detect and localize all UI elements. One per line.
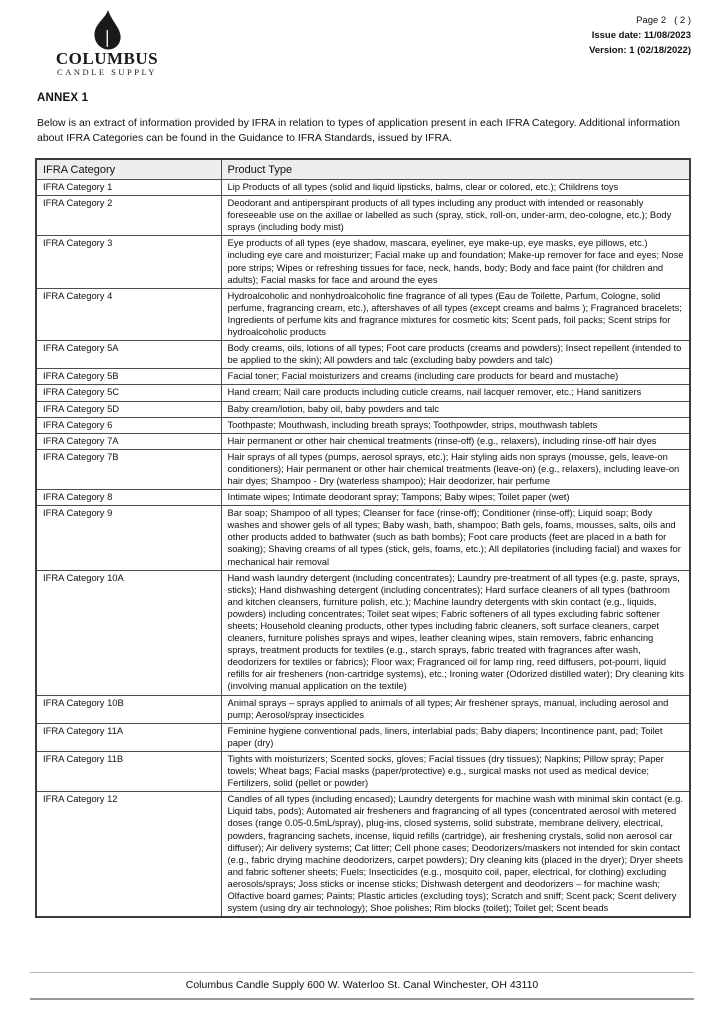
column-header-ifra-category: IFRA Category <box>36 159 221 180</box>
category-cell: IFRA Category 11B <box>36 751 221 791</box>
product-type-cell: Hair permanent or other hair chemical treatments (rinse-off) (e.g., relaxers), including rinse-off hair dyes <box>221 433 690 449</box>
table-row <box>36 288 690 340</box>
category-cell: IFRA Category 12 <box>36 792 221 917</box>
ifra-category-table <box>35 158 691 918</box>
product-type-cell: Baby cream/lotion, baby oil, baby powders and talc <box>221 401 690 417</box>
table-row <box>36 417 690 433</box>
product-type-cell: Bar soap; Shampoo of all types; Cleanser for face (rinse-off); Conditioner (rinse-off); Liquid soap; Body washes and shower gels of all types; Baby wash, bath, shampoo; Bath gels, foams, mousses, salts, oils and other products added to bathwater (such as bath bombs); Foot care products (feet are placed in a bath for soaking); Shaving creams of all types (stick, gels, foams, etc.); All depilatories (including facial) and waxes for mechanical hair removal <box>221 506 690 570</box>
product-type-cell: Candles of all types (including encased); Laundry detergents for machine wash with minimal skin contact (e.g. Liquid tabs, pods); Automated air fresheners and fragrancing of all types (concentrated aerosol with metered doses (range 0.05-0.5mL/spray), plug-ins, closed systems, solid substrate, membrane delivery, electrical, powders, fragrancing sachets, incense, liquid refills (cartridge), air freshening crystals, solid non aerosol car diffuser); Air delivery systems; Cat litter; Cell phone cases; Deodorizers/maskers not intended for skin contact (e.g., fabric drying machine deodorizers, carpet powders); Dry cleaning kits (placed in the dryer); Dryer sheets and fabric softener sheets; Fuels; Insecticides (e.g., mosquito coil, paper, electrical, for clothing) excluding aerosols/sprays; Joss sticks or incense sticks; Dishwash detergent and deodorizers – for machine wash; Olfactive board games; Paints; Plastic articles (excluding toys); Scratch and sniff; Scent pack; Scent delivery system (using dry air technology); Shoe polishes; Rim blocks (toilet); Toilet gel; Scent beads <box>221 792 690 917</box>
document-meta <box>589 10 691 58</box>
annex-title: ANNEX 1 <box>37 92 89 104</box>
table-header-row <box>36 159 690 180</box>
product-type-cell: Lip Products of all types (solid and liquid lipsticks, balms, clear or colored, etc.); Childrens toys <box>221 180 690 196</box>
product-type-cell: Tights with moisturizers; Scented socks, gloves; Facial tissues (dry tissues); Napkins; Pillow spray; Paper towels; Wheat bags; Facial masks (paper/protective) e.g., surgical masks not used as medical device; Fertilizers, solid (pellet or powder) <box>221 751 690 791</box>
table-row <box>36 695 690 723</box>
category-cell: IFRA Category 5A <box>36 341 221 369</box>
category-cell: IFRA Category 2 <box>36 196 221 236</box>
product-type-cell: Hair sprays of all types (pumps, aerosol sprays, etc.); Hair styling aids non sprays (mousse, gels, leave-on conditioners); Hair permanent or other hair chemical treatments (leave-on) (e.g., relaxers), including leave-on hair dyes; Shampoo - Dry (waterless shampoo); Hair deodorizer, hair perfume <box>221 449 690 489</box>
product-type-cell: Feminine hygiene conventional pads, liners, interlabial pads; Baby diapers; Incontinence pant, pad; Toilet paper (dry) <box>221 723 690 751</box>
category-cell: IFRA Category 9 <box>36 506 221 570</box>
category-cell: IFRA Category 7A <box>36 433 221 449</box>
column-header-product-type: Product Type <box>221 159 690 180</box>
table-row <box>36 792 690 917</box>
version: Version: 1 (02/18/2022) <box>589 45 691 56</box>
category-cell: IFRA Category 10B <box>36 695 221 723</box>
intro-paragraph: Below is an extract of information provided by IFRA in relation to types of application present in each IFRA Category. Additional information about IFRA Categories can be found in the Guidance to IFRA Standards, issued by IFRA. <box>37 117 680 144</box>
table-row <box>36 433 690 449</box>
category-cell: IFRA Category 1 <box>36 180 221 196</box>
table-row <box>36 401 690 417</box>
product-type-cell: Toothpaste; Mouthwash, including breath sprays; Toothpowder, strips, mouthwash tablets <box>221 417 690 433</box>
page-footer <box>30 972 694 1000</box>
issue-date: Issue date: 11/08/2023 <box>591 30 691 41</box>
product-type-cell: Body creams, oils, lotions of all types; Foot care products (creams and powders); Insect repellent (intended to be applied to the skin); All powders and talc (excluding baby powders and talc) <box>221 341 690 369</box>
product-type-cell: Animal sprays – sprays applied to animals of all types; Air freshener sprays, manual, including aerosol and pump; Aerosol/spray insecticides <box>221 695 690 723</box>
company-name: COLUMBUS <box>55 49 159 68</box>
category-cell: IFRA Category 7B <box>36 449 221 489</box>
company-logo <box>48 10 166 78</box>
category-cell: IFRA Category 5D <box>36 401 221 417</box>
category-cell: IFRA Category 5C <box>36 385 221 401</box>
product-type-cell: Deodorant and antiperspirant products of all types including any product with intended or reasonably foreseeable use on the axillae or labelled as such (spray, stick, roll-on, under-arm, deo-cologne, etc.); Body sprays (including body mist) <box>221 196 690 236</box>
category-cell: IFRA Category 3 <box>36 236 221 288</box>
table-row <box>36 723 690 751</box>
table-row <box>36 506 690 570</box>
category-cell: IFRA Category 10A <box>36 570 221 695</box>
page-header <box>0 0 724 80</box>
category-cell: IFRA Category 8 <box>36 490 221 506</box>
company-address: Columbus Candle Supply 600 W. Waterloo St. Canal Winchester, OH 43110 <box>185 979 539 991</box>
table-row <box>36 385 690 401</box>
company-tagline: CANDLE SUPPLY <box>57 67 157 77</box>
table-row <box>36 490 690 506</box>
product-type-cell: Hand wash laundry detergent (including concentrates); Laundry pre-treatment of all types (e.g. paste, sprays, sticks); Hand dishwashing detergent (including concentrates); Hard surface cleaners of all types (bathroom and kitchen cleansers, furniture polish, etc.); Machine laundry detergents with skin contact (e.g., liquids, powders) including concentrates; Toilet seat wipes; Fabric softeners of all types excluding fabric softener sheets; Household cleaning products, other types including fabric cleaners, soft surface cleaners, carpet cleaners, furniture polishes sprays and wipes, leather cleaning wipes, stain removers, fabric enhancing sprays, treatment products for textiles (e.g., starch sprays, fabric treated with fragrances after wash, deodorizers for textiles or fabrics); Floor wax; Fragranced oil for lamp ring, reed diffusers, pot-pourri, liquid refills for air fresheners (non-cartridge systems), etc.; Ironing water (Odorized distilled water); Dry cleaning kits (involving manual application on the textile) <box>221 570 690 695</box>
category-cell: IFRA Category 4 <box>36 288 221 340</box>
category-cell: IFRA Category 5B <box>36 369 221 385</box>
category-cell: IFRA Category 6 <box>36 417 221 433</box>
product-type-cell: Hand cream; Nail care products including cuticle creams, nail lacquer remover, etc.; Hand sanitizers <box>221 385 690 401</box>
flame-icon <box>90 10 124 50</box>
product-type-cell: Intimate wipes; Intimate deodorant spray; Tampons; Baby wipes; Toilet paper (wet) <box>221 490 690 506</box>
table-row <box>36 751 690 791</box>
table-row <box>36 570 690 695</box>
table-row <box>36 341 690 369</box>
product-type-cell: Hydroalcoholic and nonhydroalcoholic fine fragrance of all types (Eau de Toilette, Parfum, Cologne, solid perfume, fragrancing cream, etc.), aftershaves of all types (except creams and balms ); Fragranced bracelets; Ingredients of perfume kits and fragrance mixtures for cosmetic kits; Scent pads, foil packs; Scent strips for hydroalcoholic products <box>221 288 690 340</box>
product-type-cell: Facial toner; Facial moisturizers and creams (including care products for beard and mustache) <box>221 369 690 385</box>
table-row <box>36 449 690 489</box>
table-row <box>36 196 690 236</box>
category-cell: IFRA Category 11A <box>36 723 221 751</box>
table-row <box>36 180 690 196</box>
page-number: Page 2 ( 2 ) <box>636 15 691 26</box>
table-row <box>36 369 690 385</box>
table-row <box>36 236 690 288</box>
product-type-cell: Eye products of all types (eye shadow, mascara, eyeliner, eye make-up, eye masks, eye pillows, etc.) including eye care and moisturizer; Facial make up and foundation; Make-up remover for face and eyes; Nose pore strips; Wipes or refreshing tissues for face, neck, hands, body; Body and face paint (for children and adults); Facial masks for face and around the eyes <box>221 236 690 288</box>
